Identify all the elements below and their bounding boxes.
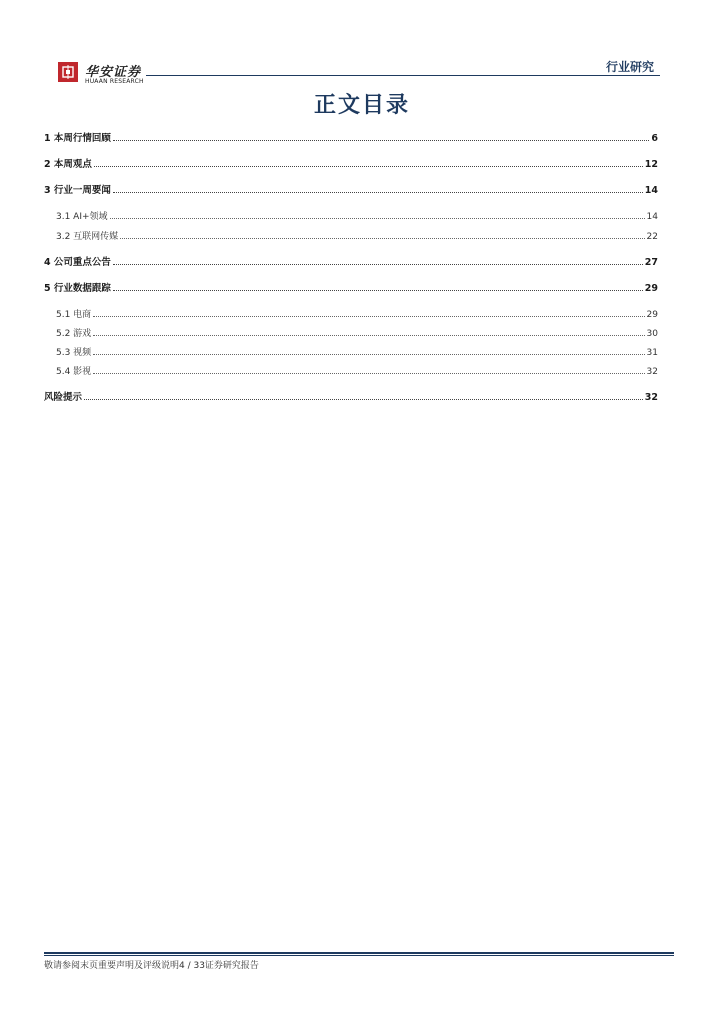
toc-leader: [113, 192, 643, 193]
logo-emblem-icon: [58, 62, 78, 82]
toc-entry[interactable]: [44, 389, 658, 403]
toc-entry-page: 29: [646, 310, 658, 320]
toc-entry-label: 2 本周观点: [44, 159, 92, 170]
section-label: 行业研究: [605, 60, 654, 74]
toc-entry-page: 31: [646, 348, 658, 358]
toc-entry-page: 30: [646, 329, 658, 339]
toc-entry-label: 风险提示: [44, 392, 83, 403]
toc-entry-page: 29: [644, 283, 658, 294]
toc-entry[interactable]: [44, 280, 658, 294]
toc-leader: [93, 316, 644, 317]
toc-entry-label: 5.3 视频: [56, 348, 92, 358]
toc-leader: [93, 373, 644, 374]
toc-entry[interactable]: [44, 254, 658, 268]
toc-subentry[interactable]: [44, 228, 658, 242]
logo-text: 华安证券: [85, 65, 142, 80]
toc-entry-page: 6: [651, 133, 658, 144]
toc-leader: [113, 290, 643, 291]
toc-entry-label: 3.2 互联网传媒: [56, 232, 119, 242]
toc-leader: [93, 354, 644, 355]
toc-entry-page: 32: [644, 392, 658, 403]
logo-subtext: HUAAN RESEARCH: [85, 78, 144, 85]
page-header: [58, 58, 660, 88]
header-rule: [146, 75, 660, 76]
toc-leader: [94, 166, 643, 167]
toc-entry-page: 32: [646, 367, 658, 377]
toc-entry-page: 14: [644, 185, 658, 196]
footer-rule-thin: [44, 955, 674, 956]
toc-leader: [110, 218, 645, 219]
toc-subentry[interactable]: [44, 344, 658, 358]
toc-subentry[interactable]: [44, 208, 658, 222]
toc-leader: [84, 399, 643, 400]
toc-entry-label: 3.1 AI+领域: [56, 212, 108, 222]
toc-entry-label: 4 公司重点公告: [44, 257, 111, 268]
toc-subentry[interactable]: [44, 363, 658, 377]
toc-entry-label: 5.4 影视: [56, 367, 92, 377]
toc-entry-page: 22: [646, 232, 658, 242]
toc-entry-label: 3 行业一周要闻: [44, 185, 111, 196]
toc-leader: [120, 238, 644, 239]
toc-leader: [93, 335, 644, 336]
toc-entry-label: 5.2 游戏: [56, 329, 92, 339]
toc-entry-label: 5.1 电商: [56, 310, 92, 320]
toc-entry[interactable]: [44, 130, 658, 144]
footer-text: 敬请参阅末页重要声明及评级说明4 / 33证券研究报告: [44, 961, 259, 971]
toc-entry-page: 27: [644, 257, 658, 268]
toc-entry[interactable]: [44, 182, 658, 196]
toc-subentry[interactable]: [44, 306, 658, 320]
page-title: 正文目录: [313, 92, 410, 118]
toc-leader: [113, 264, 643, 265]
toc-entry-page: 12: [644, 159, 658, 170]
toc-leader: [113, 140, 649, 141]
footer-rule: [44, 952, 674, 954]
toc-entry-label: 1 本周行情回顾: [44, 133, 111, 144]
toc-subentry[interactable]: [44, 325, 658, 339]
toc-entry[interactable]: [44, 156, 658, 170]
toc-entry-label: 5 行业数据跟踪: [44, 283, 111, 294]
toc-entry-page: 14: [646, 212, 658, 222]
